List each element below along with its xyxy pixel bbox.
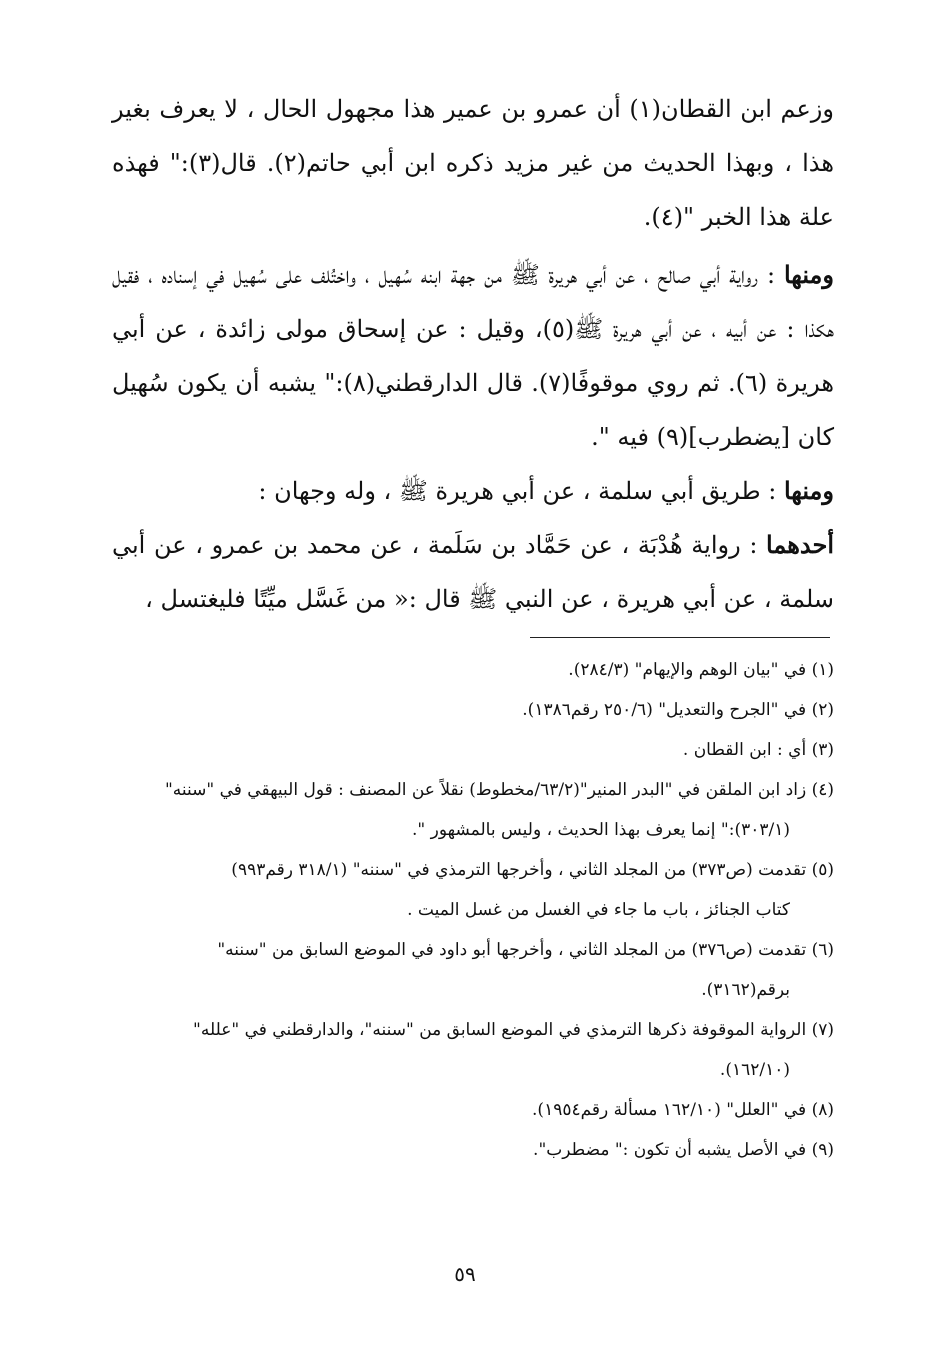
footnotes <box>112 650 834 1170</box>
footnote-divider <box>530 637 830 638</box>
paragraph-lead: ومنها <box>783 476 834 505</box>
paragraph-4 <box>112 518 834 626</box>
footnote-7 <box>112 1010 834 1090</box>
footnote-continuation: (١٦٢/١٠). <box>719 1060 790 1080</box>
footnote-5 <box>112 850 834 930</box>
footnote-text: (٦) تقدمت (ص٣٧٦) من المجلد الثاني ، وأخرجها أبو داود في الموضع السابق من "سننه" <box>217 940 834 960</box>
paragraph-1 <box>112 82 834 244</box>
paragraph-3 <box>112 464 834 518</box>
footnote-continuation: (٣٠٣/١):" إنما يعرف بهذا الحديث ، وليس بالمشهور ". <box>412 820 790 840</box>
footnote-continuation: برقم(٣١٦٢). <box>701 980 790 1000</box>
page-number: ٥٩ <box>454 1262 476 1286</box>
paragraph-text: : طريق أبي سلمة ، عن أبي هريرة ﷺ ، وله وجهان : <box>258 477 784 505</box>
footnote-text: (٣) أي : ابن القطان . <box>682 740 834 760</box>
footnote-continuation: كتاب الجنائز ، باب ما جاء في الغسل من غسل الميت . <box>407 900 790 920</box>
paragraph-lead: أحدهما <box>766 530 834 559</box>
footnote-8 <box>112 1090 834 1130</box>
paragraph-text: : رواية أبي صالح ، عن أبي هريرة ﷺ من جهة ابنه سُهيل ، واختُلف على سُهيل في إسناده ، فقيل هكذا : عن أبيه ، عن أبي هريرة ﷺ(٥)، وقيل : عن إسحاق مولى زائدة ، عن أبي هريرة (٦). ثم روي موقوفًا(٧). قال الدارقطني(٨):" يشبه أن يكون سُهيل كان [يضطرب](٩) فيه ". <box>112 261 834 451</box>
paragraph-lead: ومنها <box>783 260 834 289</box>
footnote-text: (٥) تقدمت (ص٣٧٣) من المجلد الثاني ، وأخرجها الترمذي في "سننه" (٣١٨/١ رقم٩٩٣) <box>231 860 834 880</box>
main-text <box>112 82 834 626</box>
footnote-4 <box>112 770 834 850</box>
footnote-6 <box>112 930 834 1010</box>
footnote-text: (٢) في "الجرح والتعديل" (٢٥٠/٦ رقم١٣٨٦). <box>522 700 834 720</box>
footnote-text: (٩) في الأصل يشبه أن تكون :" مضطرب". <box>533 1140 834 1160</box>
footnote-text: (٨) في "العلل" (١٦٢/١٠ مسألة رقم١٩٥٤). <box>532 1100 834 1120</box>
footnote-text: (١) في "بيان الوهم والإيهام" (٢٨٤/٣). <box>568 660 834 680</box>
footnote-text: (٤) زاد ابن الملقن في "البدر المنير"(٦٣/٢/مخطوط) نقلاً عن المصنف : قول البيهقي في "سننه" <box>164 780 834 800</box>
paragraph-2 <box>112 248 834 464</box>
footnote-text: (٧) الرواية الموقوفة ذكرها الترمذي في الموضع السابق من "سننه"، والدارقطني في "علله" <box>193 1020 834 1040</box>
paragraph-text: : رواية هُدْبَة ، عن حَمَّاد بن سَلَمة ، عن محمد بن عمرو ، عن أبي سلمة ، عن أبي هريرة ، عن النبي ﷺ قال :« من غَسَّل ميِّتًا فليغتسل ، <box>112 531 834 613</box>
paragraph-text: وزعم ابن القطان(١) أن عمرو بن عمير هذا مجهول الحال ، لا يعرف بغير هذا ، وبهذا الحديث من غير مزيد ذكره ابن أبي حاتم(٢). قال(٣):" فهذه علة هذا الخبر "(٤). <box>112 95 834 231</box>
footnote-3 <box>112 730 834 770</box>
footnote-1 <box>112 650 834 690</box>
footnote-9 <box>112 1130 834 1170</box>
footnote-2 <box>112 690 834 730</box>
